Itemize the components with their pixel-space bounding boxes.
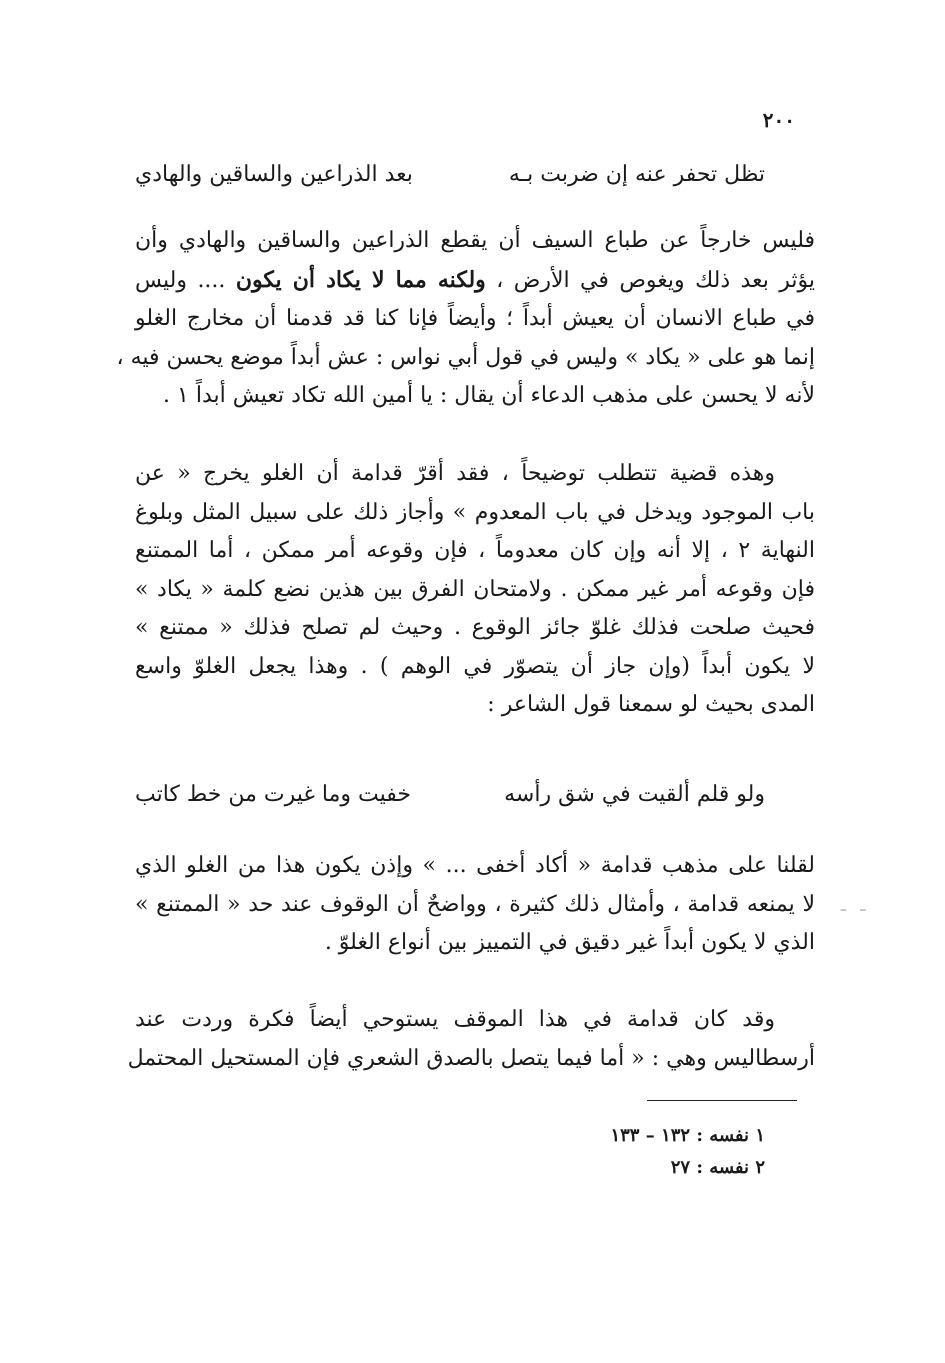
footnote-1: ١ نفسه : ١٣٢ – ١٣٣ <box>610 1125 765 1146</box>
paragraph-2-line-2: باب الموجود ويدخل في باب المعدوم » وأجاز ذلك على سبيل المثل وبلوغ <box>135 499 815 525</box>
paragraph-2-line-4: فإن وقوعه أمر غير ممكن . ولامتحان الفرق بين هذين نضع كلمة « يكاد » <box>135 576 815 602</box>
paragraph-1-line-5: لأنه لا يحسن على مذهب الدعاء أن يقال : يا أمين الله تكاد تعيش أبداً ١ . <box>163 383 815 408</box>
paragraph-3-line-2: لا يمنعه قدامة ، وأمثال ذلك كثيرة ، وواضحٌ أن الوقوف عند حد « الممتنع » <box>135 891 815 917</box>
paragraph-1-line-4: إنما هو على « يكاد » وليس في قول أبي نواس : عش أبداً موضع يحسن فيه ، <box>116 344 815 370</box>
bold-phrase: ولكنه مما لا يكاد أن يكون <box>235 266 486 293</box>
verse-1-first-hemistich: تظل تحفر عنه إن ضربت بـه <box>508 162 765 187</box>
paragraph-2-line-7: المدى بحيث لو سمعنا قول الشاعر : <box>487 692 815 717</box>
paragraph-1-line-3: في طباع الانسان أن يعيش أبداً ؛ وأيضاً فإنا كنا قد قدمنا أن مخارج الغلو <box>135 306 815 331</box>
paragraph-1 <box>116 222 815 416</box>
verse-1 <box>135 160 765 190</box>
verse-2-first-hemistich: ولو قلم ألقيت في شق رأسه <box>504 782 765 807</box>
paragraph-3 <box>135 847 815 963</box>
paragraph-2-line-3: النهاية ٢ ، إلا أنه وإن كان معدوماً ، فإن وقوعه أمر ممكن ، أما الممتنع <box>135 538 815 563</box>
paragraph-3-line-1: لقلنا على مذهب قدامة « أكاد أخفى ... » وإذن يكون هذا من الغلو الذي <box>135 853 815 878</box>
paragraph-4 <box>127 1001 815 1078</box>
verse-1-second-hemistich: بعد الذراعين والساقين والهادي <box>135 162 413 187</box>
paragraph-1-line-2-end: .... وليس <box>135 267 236 293</box>
paragraph-2-line-1: وهذه قضية تتطلب توضيحاً ، فقد أقرّ قدامة أن الغلو يخرج « عن <box>135 461 775 486</box>
footnote-2: ٢ نفسه : ٢٧ <box>670 1157 765 1178</box>
paragraph-2-line-6: لا يكون أبداً (وإن جاز أن يتصوّر في الوهم ) . وهذا يجعل الغلوّ واسع <box>135 653 815 679</box>
paragraph-1-line-1: فليس خارجاً عن طباع السيف أن يقطع الذراعين والساقين والهادي وأن <box>135 228 815 253</box>
paragraph-2 <box>135 455 815 725</box>
paragraph-1-line-2-start: يؤثر بعد ذلك ويغوص في الأرض ، <box>485 267 815 293</box>
paragraph-4-line-1: وقد كان قدامة في هذا الموقف يستوحي أيضاً فكرة وردت عند <box>135 1007 775 1032</box>
paragraph-2-line-5: فحيث صلحت فذلك غلوّ جائز الوقوع . وحيث لم تصلح فذلك « ممتنع » <box>135 615 815 640</box>
footnote-divider <box>647 1100 797 1101</box>
margin-mark: – – <box>840 902 871 918</box>
paragraph-3-line-3: الذي لا يكون أبداً غير دقيق في التمييز بين أنواع الغلوّ . <box>324 930 815 955</box>
page-number: ٢٠٠ <box>762 108 795 132</box>
paragraph-1-line-2 <box>135 261 815 301</box>
verse-2-second-hemistich: خفيت وما غيرت من خط كاتب <box>135 782 411 807</box>
paragraph-4-line-2: أرسطاليس وهي : « أما فيما يتصل بالصدق الشعري فإن المستحيل المحتمل <box>127 1045 815 1071</box>
verse-2 <box>135 780 765 810</box>
